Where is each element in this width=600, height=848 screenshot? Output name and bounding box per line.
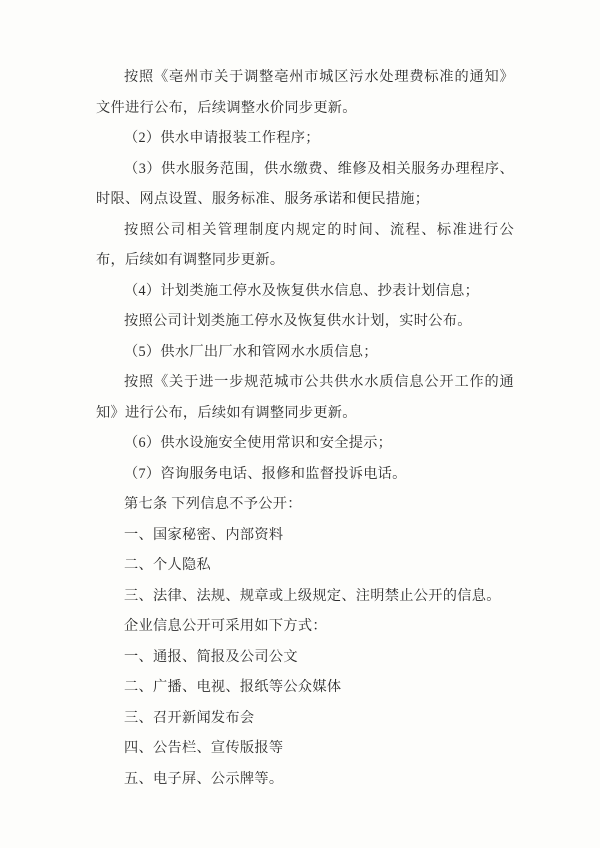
paragraph: 第七条 下列信息不予公开： (124, 496, 302, 512)
paragraph: 按照《关于进一步规范城市公共供水水质信息公开工作的通知》进行公布，后续如有调整同步更新。 (96, 374, 514, 421)
paragraph: （4）计划类施工停水及恢复供水信息、抄表计划信息； (124, 282, 480, 299)
paragraph: （6）供水设施安全使用常识和安全提示； (124, 435, 393, 451)
paragraph: 企业信息公开可采用如下方式： (124, 618, 327, 634)
paragraph: （3）供水服务范围，供水缴费、维修及相关服务办理程序、时限、网点设置、服务标准、服务承诺和便民措施； (96, 160, 514, 207)
paragraph: 二、广播、电视、报纸等公众媒体 (124, 679, 342, 695)
paragraph: （7）咨询服务电话、报修和监督投诉电话。 (124, 465, 407, 482)
paragraph: 按照公司计划类施工停水及恢复供水计划，实时公布。 (124, 313, 472, 329)
paragraph: 一、国家秘密、内部资料 (124, 526, 284, 543)
paragraph: （5）供水厂出厂水和管网水水质信息； (124, 343, 378, 360)
paragraph: 按照《亳州市关于调整亳州市城区污水处理费标准的通知》文件进行公布，后续调整水价同步更新。 (96, 69, 514, 116)
paragraph: （2）供水申请报装工作程序； (124, 130, 320, 146)
paragraph: 一、通报、简报及公司公文 (124, 648, 298, 665)
paragraph: 二、个人隐私 (124, 557, 211, 573)
paragraph: 三、召开新闻发布会 (124, 709, 255, 726)
document-body (96, 62, 514, 794)
paragraph: 按照公司相关管理制度内规定的时间、流程、标准进行公布，后续如有调整同步更新。 (96, 221, 514, 268)
paragraph: 五、电子屏、公示牌等。 (124, 770, 284, 787)
paragraph: 四、公告栏、宣传版报等 (124, 740, 284, 756)
paragraph: 三、法律、法规、规章或上级规定、注明禁止公开的信息。 (124, 587, 501, 604)
